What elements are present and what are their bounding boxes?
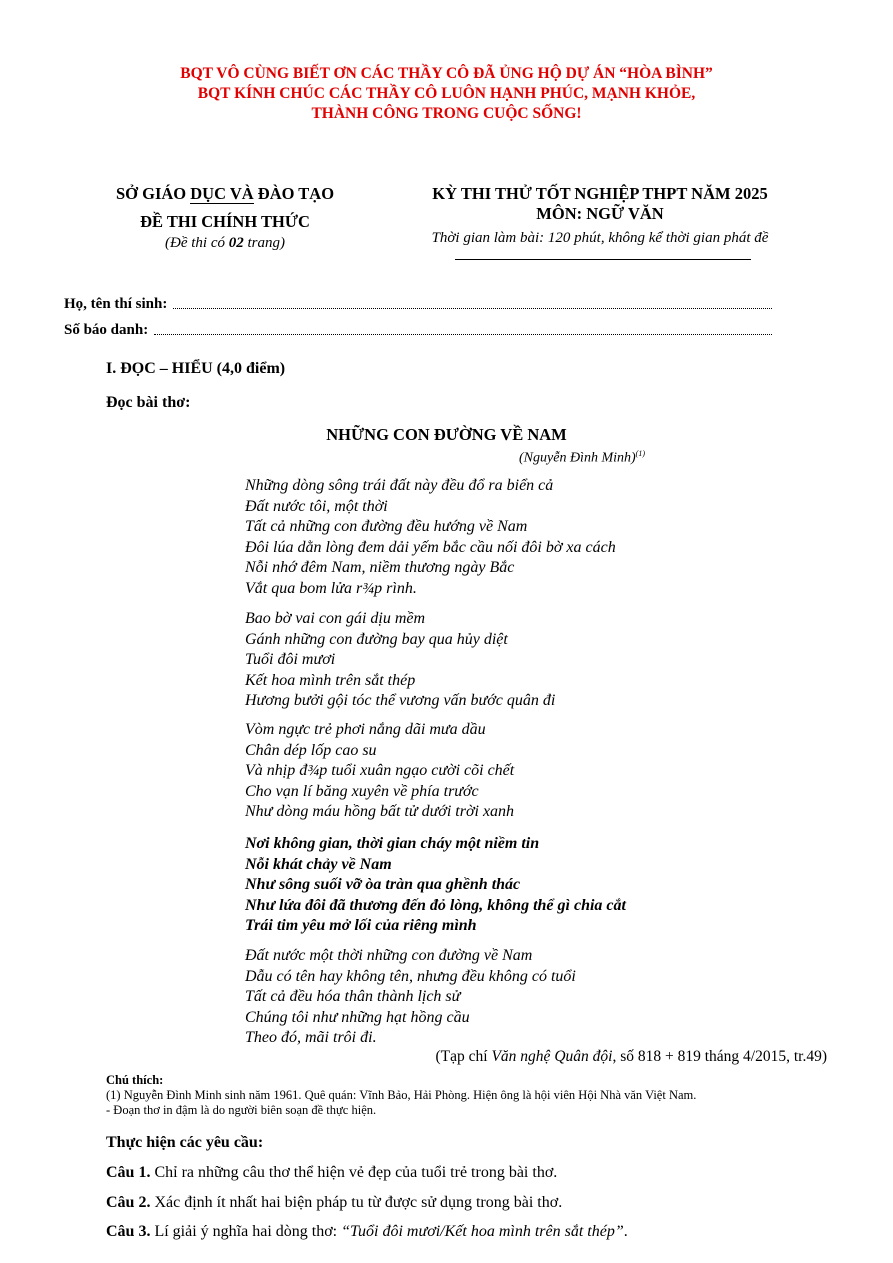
footnote-marker: (1): [635, 449, 645, 458]
question-1-label: Câu 1.: [106, 1164, 151, 1181]
department-prefix: SỞ GIÁO: [115, 184, 191, 203]
thank-you-banner: [0, 64, 893, 124]
question-3-label: Câu 3.: [106, 1223, 151, 1240]
candidate-id-dotted-line[interactable]: [154, 333, 772, 335]
page-count-prefix: (Đề thi có: [165, 235, 229, 251]
poem-line: Tất cả đều hóa thân thành lịch sử: [245, 988, 461, 1005]
question-3-quote: “Tuổi đôi mươi/Kết hoa mình trên sắt thép”: [341, 1223, 624, 1240]
poem-line: Như sông suối vỡ òa tràn qua ghềnh thác: [245, 876, 521, 893]
poem-title: NHỮNG CON ĐƯỜNG VỀ NAM: [326, 425, 567, 444]
candidate-name-field[interactable]: [64, 296, 772, 313]
poem-line: Nỗi nhớ đêm Nam, niềm thương ngày Bắc: [245, 559, 515, 576]
requirements-title: Thực hiện các yêu cầu:: [106, 1134, 264, 1151]
poem-line: Hương bưởi gội tóc thể vương vấn bước quân đi: [245, 692, 556, 709]
poem-line: Đất nước một thời những con đường về Nam: [245, 947, 533, 964]
banner-line-3: THÀNH CÔNG TRONG CUỘC SỐNG!: [311, 105, 582, 122]
candidate-id-field[interactable]: [64, 322, 772, 339]
footnotes: [106, 1073, 826, 1118]
poem-line: Kết hoa mình trên sắt thép: [245, 671, 416, 689]
exam-title: KỲ THI THỬ TỐT NGHIỆP THPT NĂM 2025: [432, 184, 768, 203]
page-count-suffix: trang): [243, 235, 285, 251]
subject: MÔN: NGỮ VĂN: [536, 204, 664, 223]
poem-line: Bao bờ vai con gái dịu mềm: [245, 610, 426, 627]
poem-line: Đôi lúa dằn lòng đem dải yếm bắc cầu nối đôi bờ xa cách: [245, 538, 616, 556]
stanza-3: [245, 720, 765, 823]
banner-line-2: BQT KÍNH CHÚC CÁC THẦY CÔ LUÔN HẠNH PHÚC, MẠNH KHỎE,: [197, 85, 696, 102]
department-name: [70, 183, 380, 205]
poem-line: Chúng tôi như những hạt hồng cầu: [245, 1008, 470, 1026]
question-3-text: Lí giải ý nghĩa hai dòng thơ:: [150, 1223, 342, 1240]
stanza-4-bold: [245, 834, 765, 937]
question-3: [106, 1223, 836, 1241]
stanza-2: [245, 609, 765, 712]
poem-line: Vòm ngực trẻ phơi nắng dãi mưa dầu: [245, 721, 486, 738]
poem-line: Nỗi khát chảy về Nam: [245, 855, 392, 873]
source-magazine: Văn nghệ Quân đội: [491, 1048, 613, 1065]
section-title: I. ĐỌC – HIỂU (4,0 điểm): [106, 360, 286, 377]
stanza-1: [245, 476, 765, 599]
poem-line: Như dòng máu hồng bất tử dưới trời xanh: [245, 803, 515, 820]
poem-line: Cho vạn lí băng xuyên về phía trước: [245, 782, 479, 800]
poem-line: Những dòng sông trái đất này đều đổ ra biển cả: [245, 477, 554, 494]
question-3-end: .: [623, 1223, 628, 1240]
time-allowed: Thời gian làm bài: 120 phút, không kể thời gian phát đề: [431, 230, 769, 246]
department-underlined: DỤC VÀ: [190, 184, 254, 203]
candidate-id-label: Số báo danh:: [64, 322, 149, 338]
question-1-text: Chỉ ra những câu thơ thể hiện vẻ đẹp của tuổi trẻ trong bài thơ.: [150, 1164, 558, 1181]
poem-line: Vắt qua bom lửa r¾p rình.: [245, 579, 417, 597]
header-left: [70, 183, 380, 253]
poem-line: Tất cả những con đường đều hướng về Nam: [245, 518, 528, 535]
question-2-label: Câu 2.: [106, 1194, 151, 1211]
page-count-number: 02: [228, 235, 244, 251]
poem-source: [436, 1048, 827, 1066]
question-2-text: Xác định ít nhất hai biện pháp tu từ được sử dụng trong bài thơ.: [150, 1194, 563, 1211]
candidate-name-dotted-line[interactable]: [173, 307, 772, 309]
poem-line: Tuổi đôi mươi: [245, 651, 336, 668]
page-count: [70, 233, 380, 253]
footnotes-title: Chú thích:: [106, 1073, 164, 1087]
poem-line: Trái tim yêu mở lối của riêng mình: [245, 917, 477, 934]
question-2: [106, 1194, 836, 1212]
official-exam-label: ĐỀ THI CHÍNH THỨC: [140, 212, 310, 231]
footnote-2: - Đoạn thơ in đậm là do người biên soạn đề thực hiện.: [106, 1103, 377, 1117]
poem-author-name: (Nguyễn Đình Minh): [519, 450, 636, 466]
department-suffix: ĐÀO TẠO: [253, 184, 335, 203]
stanza-5: [245, 946, 765, 1049]
reading-instruction: Đọc bài thơ:: [106, 394, 191, 411]
poem-line: Như lứa đôi đã thương đến đỏ lòng, không thể gì chia cắt: [245, 896, 626, 914]
candidate-name-label: Họ, tên thí sinh:: [64, 296, 168, 312]
poem-line: Theo đó, mãi trôi đi.: [245, 1029, 377, 1046]
source-suffix: , số 818 + 819 tháng 4/2015, tr.49): [612, 1048, 827, 1065]
footnote-1: (1) Nguyễn Đình Minh sinh năm 1961. Quê quán: Vĩnh Bảo, Hải Phòng. Hiện ông là hội viên Hội Nhà văn Việt Nam.: [106, 1088, 697, 1102]
poem-line: Đất nước tôi, một thời: [245, 497, 388, 515]
poem-line: Chân dép lốp cao su: [245, 741, 377, 759]
poem-author: [519, 449, 645, 467]
banner-line-1: BQT VÔ CÙNG BIẾT ƠN CÁC THẦY CÔ ĐÃ ỦNG HỘ DỰ ÁN “HÒA BÌNH”: [180, 65, 713, 82]
poem-line: Gánh những con đường bay qua hủy diệt: [245, 630, 508, 648]
poem-line: Và nhịp đ¾p tuổi xuân ngạo cười cõi chết: [245, 762, 515, 779]
poem-line: Nơi không gian, thời gian cháy một niềm tin: [245, 835, 540, 852]
header-divider: [455, 259, 751, 260]
question-1: [106, 1164, 836, 1182]
header-right: [380, 183, 820, 248]
source-prefix: (Tạp chí: [435, 1048, 492, 1065]
poem-line: Dẫu có tên hay không tên, nhưng đều không có tuổi: [245, 967, 576, 985]
